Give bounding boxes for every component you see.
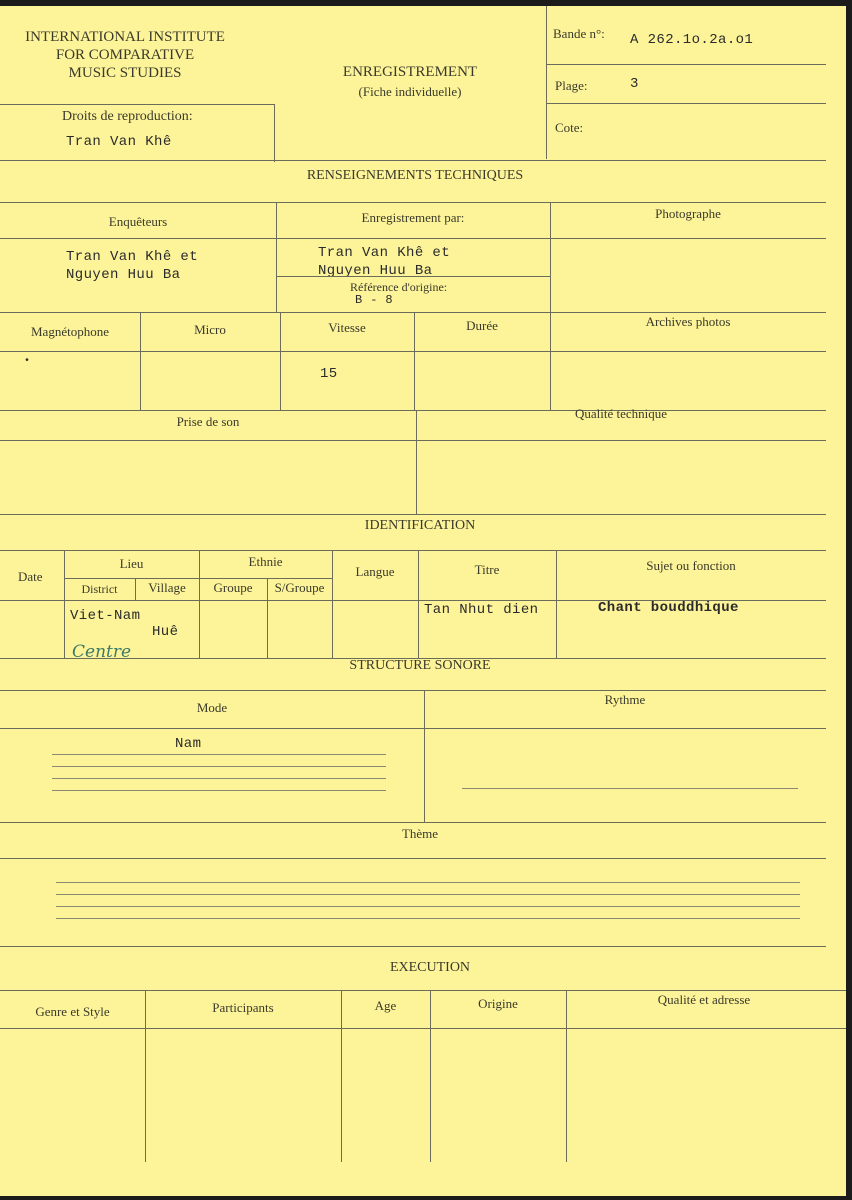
sujet-value[interactable]: Chant bouddhique bbox=[598, 600, 739, 616]
record-card bbox=[0, 6, 846, 1196]
vitesse-label: Vitesse bbox=[328, 320, 366, 335]
archives-photos-label: Archives photos bbox=[645, 314, 731, 329]
enqueteurs-label: Enquêteurs bbox=[108, 214, 168, 229]
date-label: Date bbox=[18, 569, 43, 584]
enregistrement-value-line-1: Tran Van Khê et bbox=[318, 245, 451, 261]
groupe-label: Groupe bbox=[213, 580, 253, 595]
enregistrement-label: Enregistrement par: bbox=[361, 210, 465, 225]
participants-label: Participants bbox=[212, 1000, 274, 1015]
rights-value[interactable]: Tran Van Khê bbox=[66, 134, 172, 150]
institute-line-3: MUSIC STUDIES bbox=[68, 65, 182, 81]
age-label: Age bbox=[374, 998, 397, 1013]
theme-label: Thème bbox=[401, 826, 439, 841]
handwritten-region: Centre bbox=[72, 642, 132, 662]
enqueteurs-value-line-1: Tran Van Khê et bbox=[66, 249, 199, 265]
technique-section-title: RENSEIGNEMENTS TECHNIQUES bbox=[306, 168, 524, 183]
prise-de-son-label: Prise de son bbox=[176, 414, 240, 429]
enregistrement-value-line-2: Nguyen Huu Ba bbox=[318, 263, 433, 279]
sujet-label: Sujet ou fonction bbox=[646, 558, 736, 573]
mode-label: Mode bbox=[196, 700, 228, 715]
reference-value[interactable]: B - 8 bbox=[355, 293, 394, 307]
district-value[interactable]: Viet-Nam bbox=[70, 608, 141, 624]
origine-label: Origine bbox=[478, 996, 518, 1011]
bande-value[interactable]: A 262.1o.2a.o1 bbox=[630, 32, 754, 48]
structure-section-title: STRUCTURE SONORE bbox=[349, 658, 491, 673]
institute-name bbox=[0, 28, 250, 82]
plage-label: Plage: bbox=[555, 78, 588, 93]
district-label: District bbox=[81, 582, 118, 596]
langue-label: Langue bbox=[355, 564, 395, 579]
photographe-label: Photographe bbox=[655, 206, 721, 221]
titre-label: Titre bbox=[474, 562, 500, 577]
ethnie-label: Ethnie bbox=[248, 554, 283, 569]
institute-line-2: FOR COMPARATIVE bbox=[55, 47, 195, 63]
bande-label: Bande n°: bbox=[553, 26, 605, 41]
enqueteurs-value-line-2: Nguyen Huu Ba bbox=[66, 267, 181, 283]
enqueteurs-value[interactable] bbox=[66, 248, 198, 284]
micro-label: Micro bbox=[194, 322, 226, 337]
qualite-adresse-label: Qualité et adresse bbox=[657, 992, 751, 1007]
magnetophone-label: Magnétophone bbox=[31, 324, 109, 339]
form-title: ENREGISTREMENT bbox=[342, 64, 478, 80]
reference-label: Référence d'origine: bbox=[350, 280, 448, 294]
genre-style-label: Genre et Style bbox=[35, 1004, 110, 1019]
magnetophone-value[interactable]: • bbox=[24, 356, 31, 367]
enregistrement-value[interactable] bbox=[318, 244, 450, 280]
institute-line-1: INTERNATIONAL INSTITUTE bbox=[25, 29, 225, 45]
village-value[interactable]: Huê bbox=[152, 624, 179, 640]
vitesse-value[interactable]: 15 bbox=[320, 366, 338, 382]
titre-value[interactable]: Tan Nhut dien bbox=[424, 602, 539, 618]
qualite-technique-label: Qualité technique bbox=[574, 406, 668, 421]
sgroupe-label: S/Groupe bbox=[274, 580, 325, 595]
identification-section-title: IDENTIFICATION bbox=[364, 518, 476, 533]
rights-label: Droits de reproduction: bbox=[62, 109, 193, 124]
lieu-label: Lieu bbox=[119, 556, 144, 571]
form-subtitle: (Fiche individuelle) bbox=[358, 84, 462, 99]
plage-value[interactable]: 3 bbox=[630, 76, 639, 92]
rythme-label: Rythme bbox=[604, 692, 646, 707]
execution-section-title: EXECUTION bbox=[389, 960, 471, 975]
duree-label: Durée bbox=[466, 318, 498, 333]
mode-value[interactable]: Nam bbox=[175, 736, 202, 752]
village-label: Village bbox=[148, 580, 186, 595]
cote-label: Cote: bbox=[555, 120, 584, 135]
